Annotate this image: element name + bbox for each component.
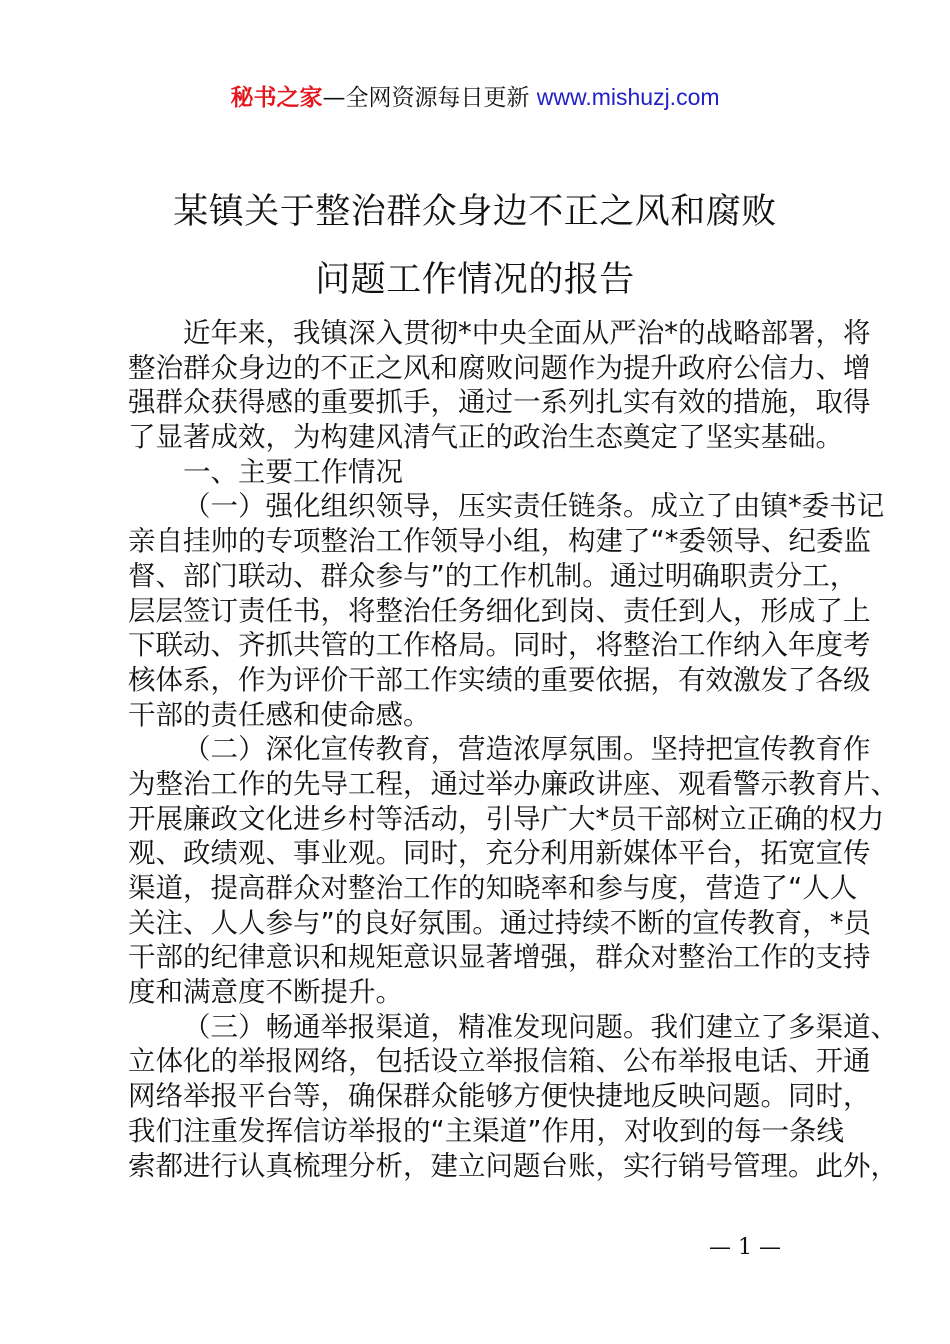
site-url-link[interactable]: www.mishuzj.com <box>536 84 720 110</box>
body-line: （二）深化宣传教育，营造浓厚氛围。坚持把宣传教育作 <box>183 733 871 766</box>
banner-dash: — <box>322 85 346 111</box>
document-title-line-1: 某镇关于整治群众身边不正之风和腐败 <box>173 192 777 232</box>
document-body <box>128 316 898 1183</box>
body-line: 整治群众身边的不正之风和腐败问题作为提升政府公信力、增 <box>128 351 871 384</box>
page-number: — 1 — <box>709 1235 781 1260</box>
body-line: （三）畅通举报渠道，精准发现问题。我们建立了多渠道、 <box>183 1010 898 1043</box>
body-line: 索都进行认真梳理分析，建立问题台账，实行销号管理。此外， <box>128 1149 898 1182</box>
body-line: 度和满意度不断提升。 <box>128 976 403 1009</box>
body-line: 干部的责任感和使命感。 <box>128 698 431 731</box>
body-line: 渠道，提高群众对整治工作的知晓率和参与度，营造了“人人 <box>128 872 858 904</box>
body-line: 干部的纪律意识和规矩意识显著增强，群众对整治工作的支持 <box>128 941 871 974</box>
body-line: 层层签订责任书，将整治任务细化到岗、责任到人，形成了上 <box>128 594 871 627</box>
body-line: 我们注重发挥信访举报的“主渠道”作用，对收到的每一条线 <box>128 1114 844 1147</box>
section-heading: 一、主要工作情况 <box>183 455 403 488</box>
body-line: 近年来，我镇深入贯彻*中央全面从严治*的战略部署，将 <box>183 317 871 349</box>
body-line: 网络举报平台等，确保群众能够方便快捷地反映问题。同时， <box>128 1080 871 1113</box>
body-line: 亲自挂帅的专项整治工作领导小组，构建了“*委领导、纪委监 <box>128 525 871 558</box>
body-line: 开展廉政文化进乡村等活动，引导广大*员干部树立正确的权力 <box>128 802 885 835</box>
document-title-line-2: 问题工作情况的报告 <box>315 260 635 300</box>
banner-tagline: 全网资源每日更新 <box>345 85 530 111</box>
body-line: 下联动、齐抓共管的工作格局。同时，将整治工作纳入年度考 <box>128 629 871 662</box>
body-line: 督、部门联动、群众参与”的工作机制。通过明确职责分工， <box>128 559 858 592</box>
body-line: 核体系，作为评价干部工作实绩的重要依据，有效激发了各级 <box>128 663 871 696</box>
body-line: （一）强化组织领导，压实责任链条。成立了由镇*委书记 <box>183 490 885 523</box>
body-line: 强群众获得感的重要抓手，通过一系列扎实有效的措施，取得 <box>128 386 871 419</box>
body-line: 立体化的举报网络，包括设立举报信箱、公布举报电话、开通 <box>128 1045 871 1078</box>
site-banner <box>0 82 950 113</box>
body-line: 观、政绩观、事业观。同时，充分利用新媒体平台，拓宽宣传 <box>128 837 871 870</box>
body-line: 为整治工作的先导工程，通过举办廉政讲座、观看警示教育片、 <box>128 767 898 800</box>
body-line: 了显著成效，为构建风清气正的政治生态奠定了坚实基础。 <box>128 421 843 454</box>
brand-name: 秘书之家 <box>230 85 323 111</box>
body-line: 关注、人人参与”的良好氛围。通过持续不断的宣传教育，*员 <box>128 906 871 939</box>
